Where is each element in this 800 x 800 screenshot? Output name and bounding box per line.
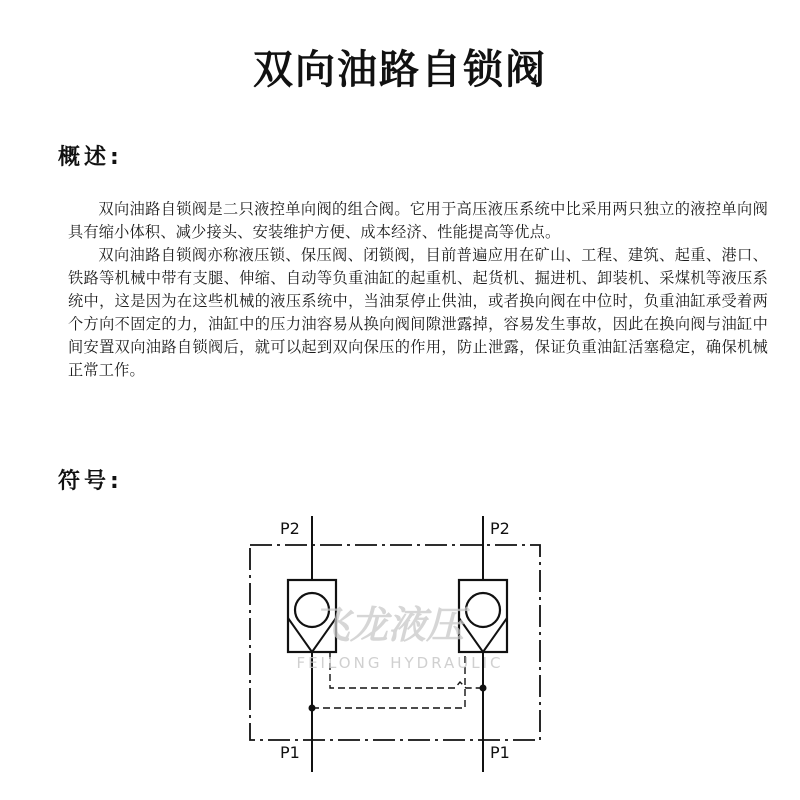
hydraulic-symbol-diagram [240,510,550,784]
page-title: 双向油路自锁阀 [253,47,547,93]
overview-paragraph-1: 双向油路自锁阀是二只液控单向阀的组合阀。它用于高压液压系统中比采用两只独立的液控单向阀具有缩小体积、减少接头、安装维护方便、成本经济、性能提高等优点。 [68,200,768,241]
watermark-cn: 飞龙液压 [311,603,465,647]
overview-body [68,198,768,382]
right-check-valve [459,580,507,652]
overview-heading: 概述: [58,145,123,170]
overview-paragraph-2: 双向油路自锁阀亦称液压锁、保压阀、闭锁阀，目前普遍应用在矿山、工程、建筑、起重、港口、铁路等机械中带有支腿、伸缩、自动等负重油缸的起重机、起货机、掘进机、卸装机、采煤机等液压系统中，这是因为在这些机械的液压系统中，当油泵停止供油，或者换向阀在中位时，负重油缸承受着两个方向不固定的力，油缸中的压力油容易从换向阀间隙泄露掉，容易发生事故，因此在换向阀与油缸中间安置双向油路自锁阀后，就可以起到双向保压的作用，防止泄露，保证负重油缸活塞稳定，确保机械正常工作。 [68,246,768,379]
port-label-p1-right: P1 [490,743,510,762]
right-junction-dot [480,685,487,692]
port-label-p2-left: P2 [280,519,300,538]
port-label-p2-right: P2 [490,519,510,538]
symbol-heading: 符号: [58,469,123,494]
left-junction-dot [309,705,316,712]
symbol-svg [240,510,550,780]
port-label-p1-left: P1 [280,743,300,762]
watermark-en: FEILONG HYDRAULIC [296,654,504,672]
